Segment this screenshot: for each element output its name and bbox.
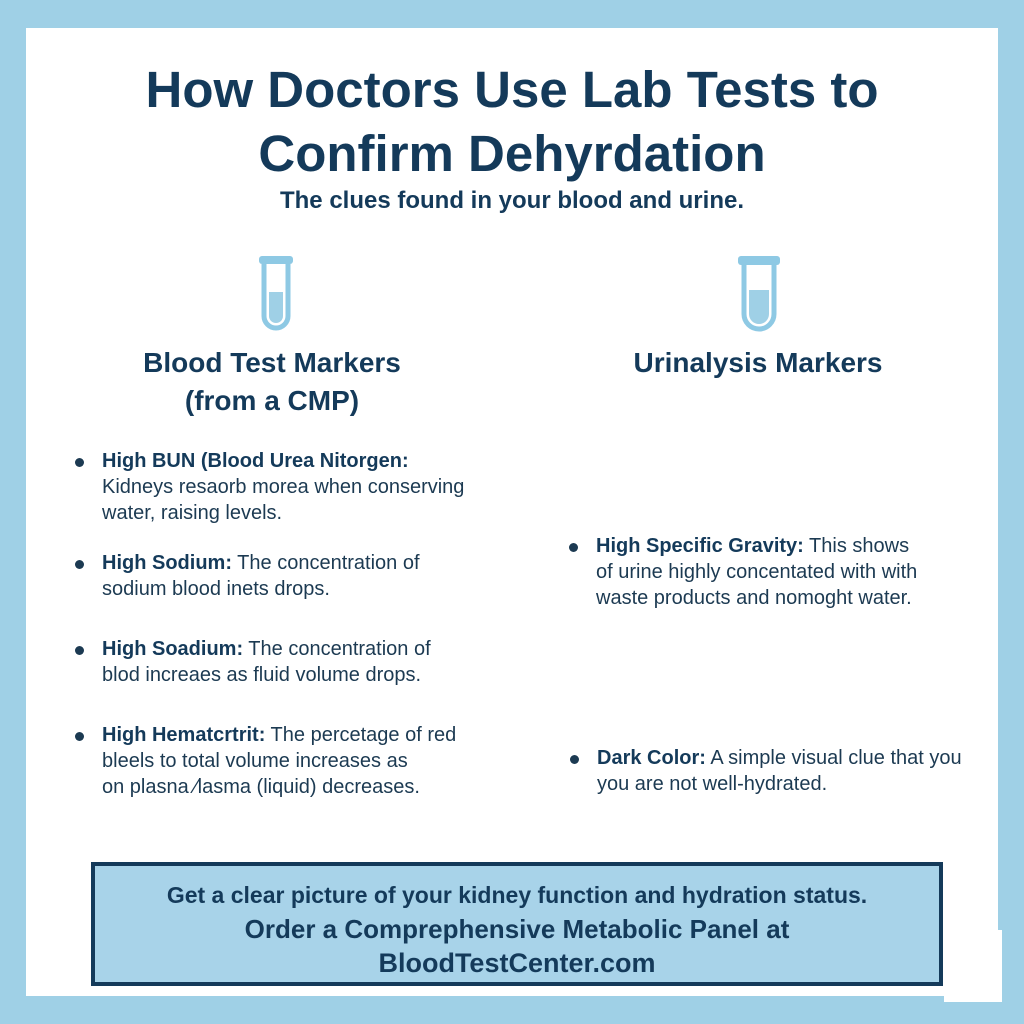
title-line-2: Confirm Dehyrdation	[258, 125, 766, 182]
page-subtitle: The clues found in your blood and urine.	[279, 187, 744, 214]
blood-markers-heading	[72, 344, 472, 420]
bullet-dot	[569, 543, 578, 552]
urine-test-tube-icon	[736, 254, 782, 332]
urinalysis-markers-heading: Urinalysis Markers	[633, 347, 883, 378]
bullet-dot	[75, 732, 84, 741]
blood-marker-sodium: High Sodium: The concentration of sodium blood inets drops.	[102, 550, 542, 602]
cta-line-2: Order a Comprephensive Metabolic Panel at	[244, 914, 790, 944]
blood-marker-soadium: High Soadium: The concentration of blod increaes as fluid volume drops.	[102, 636, 542, 688]
corner-patch	[944, 930, 1002, 1002]
urine-marker-dark-color: Dark Color: A simple visual clue that you you are not well-hydrated.	[597, 745, 1002, 797]
bullet-dot	[75, 458, 84, 467]
cta-line-1: Get a clear picture of your kidney function and hydration status.	[166, 882, 868, 908]
title-line-1: How Doctors Use Lab Tests to	[145, 61, 879, 118]
page-title	[0, 58, 1024, 186]
call-to-action-box	[91, 862, 943, 986]
blood-heading-line-1: Blood Test Markers	[143, 347, 401, 378]
bullet-dot	[75, 560, 84, 569]
cta-website-link[interactable]: BloodTestCenter.com	[378, 948, 656, 978]
blood-marker-hematocrit: High Hematcrtrit: The percetage of red bleels to total volume increases as on plasna ⁄lasma (liquid) decreases.	[102, 722, 542, 800]
bullet-dot	[570, 755, 579, 764]
blood-marker-bun: High BUN (Blood Urea Nitorgen: Kidneys resaorb morea when conserving water, raising levels.	[102, 448, 542, 526]
urine-marker-specific-gravity: High Specific Gravity: This shows of urine highly concentated with with waste products and nomoght water.	[596, 533, 996, 611]
blood-heading-line-2: (from a CMP)	[184, 385, 360, 416]
bullet-dot	[75, 646, 84, 655]
blood-test-tube-icon	[256, 254, 296, 332]
